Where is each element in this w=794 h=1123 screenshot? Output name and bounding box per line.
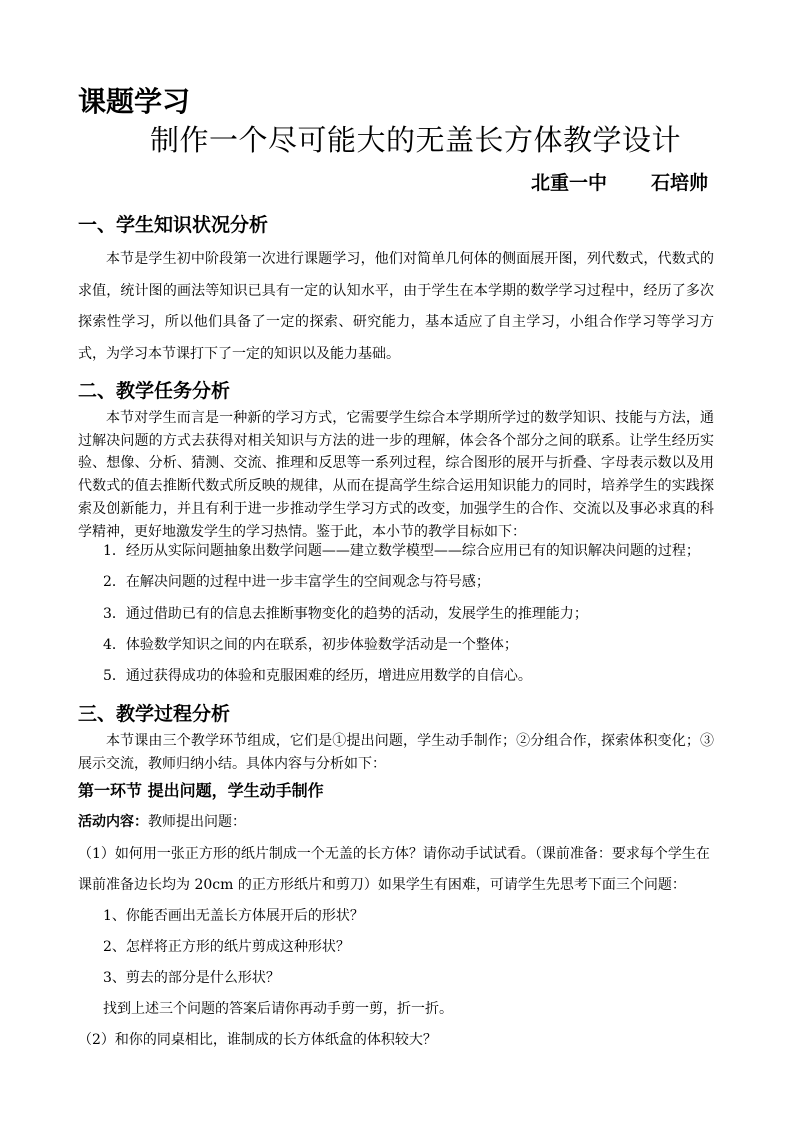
goal-item: 2．在解决问题的过程中进一步丰富学生的空间观念与符号感；: [103, 574, 490, 590]
goal-item: 5．通过获得成功的体验和克服困难的经历，增进应用数学的自信心。: [103, 668, 532, 684]
activity-line: [78, 811, 246, 831]
step1-heading: 第一环节 提出问题，学生动手制作: [78, 781, 324, 800]
section1-heading: 一、学生知识状况分析: [78, 214, 269, 236]
section3-heading: 三、教学过程分析: [78, 703, 231, 725]
document-heading: 课题学习: [78, 85, 191, 118]
activity-label: 活动内容：: [78, 814, 148, 830]
section2-heading: 二、教学任务分析: [78, 380, 231, 402]
followup-text: 找到上述三个问题的答案后请你再动手剪一剪，折一折。: [103, 1001, 453, 1017]
activity-text: 教师提出问题：: [148, 814, 246, 830]
school-name: 北重一中: [531, 172, 608, 194]
section1-paragraph: 本节是学生初中阶段第一次进行课题学习，他们对简单几何体的侧面展开图，列代数式，代数式的求值，统计图的画法等知识已具有一定的认知水平，由于学生在本学期的数学学习过程中，经历了多次探索性学习，所以他们具备了一定的探索、研究能力，基本适应了自主学习，小组合作学习等学习方式，为学习本节课打下了一定的知识以及能力基础。: [78, 251, 714, 362]
goal-item: 1．经历从实际问题抽象出数学问题——建立数学模型——综合应用已有的知识解决问题的过程；: [103, 543, 700, 559]
document-title: 制作一个尽可能大的无盖长方体教学设计: [150, 123, 682, 157]
goal-item: 4．体验数学知识之间的内在联系，初步体验数学活动是一个整体；: [103, 637, 518, 653]
question2: （2）和你的同桌相比，谁制成的长方体纸盒的体积较大？: [78, 1032, 437, 1048]
question1-line1: （1）如何用一张正方形的纸片制成一个无盖的长方体？请你动手试试看。（课前准备：要求每个学生在: [78, 846, 710, 862]
sub-question: 1、你能否画出无盖长方体展开后的形状？: [103, 908, 364, 924]
section2-paragraph: 本节对学生而言是一种新的学习方式，它需要学生综合本学期所学过的数学知识、技能与方法，通过解决问题的方式去获得对相关知识与方法的进一步的理解，体会各个部分之间的联系。让学生经历实验、想像、分析、猜测、交流、推理和反思等一系列过程，综合图形的展开与折叠、字母表示数以及用代数式的值去推断代数式所反映的规律，从而在提高学生综合运用知识能力的同时，培养学生的实践探索及创新能力，并且有利于进一步推动学生学习方式的改变，加强学生的合作、交流以及事必求真的科学精神，更好地激发学生的学习热情。鉴于此，本小节的教学目标如下：: [78, 410, 714, 540]
goal-item: 3．通过借助已有的信息去推断事物变化的趋势的活动，发展学生的推理能力；: [103, 606, 588, 622]
sub-question: 3、剪去的部分是什么形状？: [103, 970, 280, 986]
section3-paragraph: 本节课由三个教学环节组成，它们是①提出问题，学生动手制作；②分组合作，探索体积变化；③展示交流，教师归纳小结。具体内容与分析如下：: [78, 733, 714, 772]
author-name: 石培帅: [651, 172, 709, 194]
sub-question: 2、怎样将正方形的纸片剪成这种形状？: [103, 939, 350, 955]
question1-line2: 课前准备边长均为 20cm 的正方形纸片和剪刀）如果学生有困难，可请学生先思考下面三个问题：: [78, 877, 686, 893]
